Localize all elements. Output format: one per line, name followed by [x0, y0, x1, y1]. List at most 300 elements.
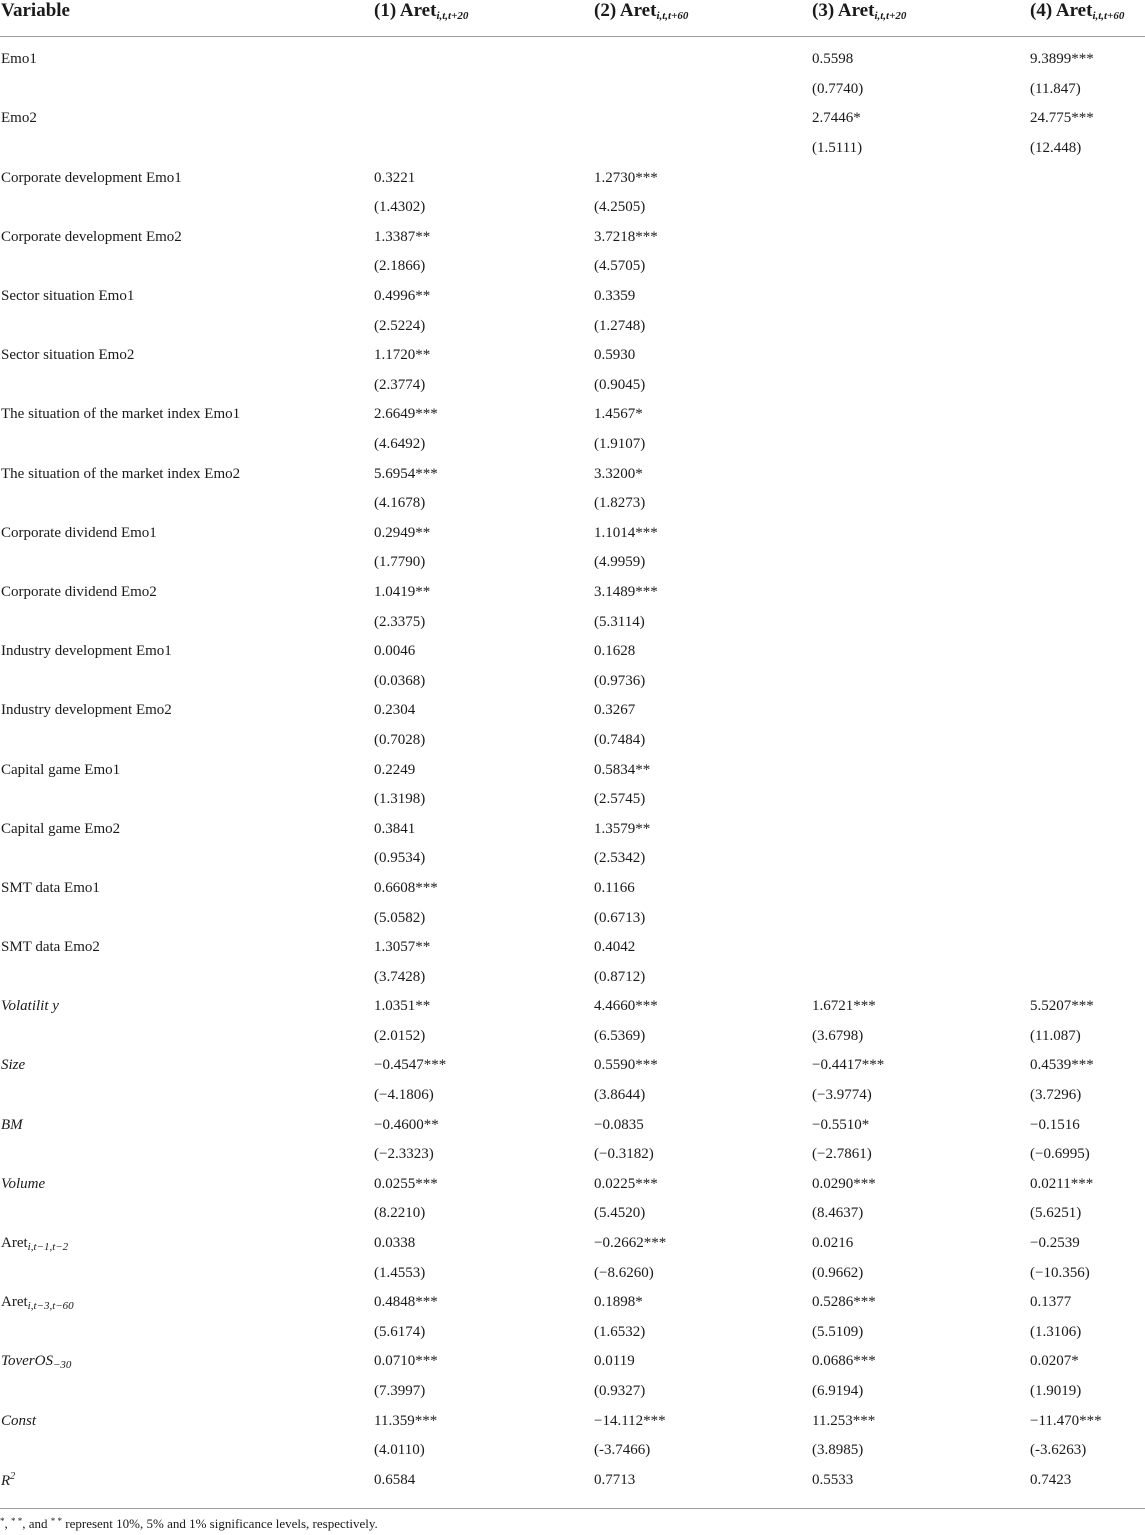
se-value: [1029, 614, 1030, 630]
se-value: (2.5224): [374, 317, 426, 334]
coef-cell: [593, 1347, 811, 1377]
se-value: [373, 140, 374, 156]
se-cell: [373, 1022, 593, 1052]
row-label-text: Corporate development Emo1: [1, 169, 182, 186]
se-cell: [593, 962, 811, 992]
se-value: (−2.7861): [812, 1146, 872, 1163]
row-label-text: SMT data Emo1: [1, 879, 100, 896]
se-cell: [811, 666, 1029, 696]
coef-cell: [811, 874, 1029, 904]
se-value: [1029, 554, 1030, 570]
coef-value: 0.0211***: [1030, 1175, 1094, 1192]
coef-cell: [811, 1170, 1029, 1200]
row-label-text: Volume: [1, 1175, 46, 1192]
se-cell: [373, 75, 593, 105]
coef-cell: [1029, 104, 1145, 134]
table-row-se: [0, 607, 1145, 637]
se-cell: [811, 1258, 1029, 1288]
se-value: [1029, 495, 1030, 511]
table-row: [0, 519, 1145, 549]
table-row-se: [0, 844, 1145, 874]
row-label-text: ToverOS: [1, 1353, 53, 1370]
se-value: (3.8644): [594, 1087, 646, 1104]
coef-cell: [1029, 755, 1145, 785]
se-value: [811, 318, 812, 334]
coef-cell: [373, 1347, 593, 1377]
coef-cell: [593, 696, 811, 726]
coef-cell: [811, 104, 1029, 134]
se-value: [1029, 850, 1030, 866]
coef-cell: [373, 1170, 593, 1200]
coef-cell: [593, 992, 811, 1022]
coef-value: 1.0419**: [374, 583, 431, 600]
se-cell: [1029, 134, 1145, 164]
se-cell: [811, 134, 1029, 164]
coef-value: −0.0835: [594, 1116, 644, 1133]
se-value: (3.8985): [812, 1442, 864, 1459]
coef-cell: [593, 1406, 811, 1436]
se-value: [373, 81, 374, 97]
table-row-se: [0, 1081, 1145, 1111]
se-value: (0.0368): [374, 672, 426, 689]
coef-cell: [593, 637, 811, 667]
se-value: (5.4520): [594, 1205, 646, 1222]
se-cell: [593, 1377, 811, 1407]
se-cell: [593, 1081, 811, 1111]
se-value: [811, 791, 812, 807]
se-value: (5.6174): [374, 1323, 426, 1340]
se-cell: [593, 1022, 811, 1052]
coef-value: [593, 51, 594, 67]
se-value: (0.7740): [812, 80, 864, 97]
se-value: [1029, 436, 1030, 452]
se-cell: [373, 962, 593, 992]
coef-cell: [1029, 874, 1145, 904]
coef-value: 0.4848***: [374, 1294, 438, 1311]
table-row: [0, 282, 1145, 312]
coef-cell: [373, 459, 593, 489]
se-cell: [1029, 785, 1145, 815]
se-cell: [1029, 903, 1145, 933]
se-cell: [1029, 844, 1145, 874]
se-value: [811, 910, 812, 926]
coef-cell: [811, 223, 1029, 253]
coef-value: [811, 939, 812, 955]
coef-value: 0.1628: [594, 643, 636, 660]
coef-value: [811, 584, 812, 600]
coef-value: 9.3899***: [1030, 51, 1094, 68]
se-cell: [811, 1081, 1029, 1111]
table-row: [0, 992, 1145, 1022]
se-cell: [373, 134, 593, 164]
se-cell: [811, 903, 1029, 933]
se-cell: [811, 607, 1029, 637]
coef-value: 0.3221: [374, 169, 416, 186]
coef-value: 24.775***: [1030, 110, 1094, 127]
coef-cell: [373, 223, 593, 253]
coef-cell: [373, 1288, 593, 1318]
coef-cell: [811, 1288, 1029, 1318]
coef-value: [1029, 880, 1030, 896]
coef-cell: [811, 1406, 1029, 1436]
se-value: (3.6798): [812, 1027, 864, 1044]
se-cell: [811, 785, 1029, 815]
row-label-text: Corporate dividend Emo2: [1, 583, 157, 600]
coef-value: 1.2730***: [594, 169, 658, 186]
row-label-text: Industry development Emo1: [1, 643, 172, 660]
se-value: (1.8273): [594, 495, 646, 512]
se-value: (0.6713): [594, 909, 646, 926]
coef-value: [811, 229, 812, 245]
coef-value: 3.1489***: [594, 583, 658, 600]
row-label: [0, 696, 373, 726]
se-cell: [1029, 371, 1145, 401]
se-cell: [373, 548, 593, 578]
coef-cell: [373, 400, 593, 430]
se-cell: [811, 1199, 1029, 1229]
coef-cell: [811, 992, 1029, 1022]
row-label-text: BM: [1, 1116, 23, 1133]
row-label: [0, 134, 373, 164]
se-value: (4.0110): [374, 1442, 425, 1459]
row-label-text: Emo2: [1, 110, 37, 127]
row-label-text: Size: [1, 1057, 26, 1074]
se-cell: [373, 1318, 593, 1348]
coef-cell: [1029, 1288, 1145, 1318]
r-squared-cell: [811, 1466, 1029, 1496]
table-row: [0, 1347, 1145, 1377]
coef-cell: [373, 637, 593, 667]
coef-cell: [1029, 37, 1145, 75]
coef-cell: [373, 163, 593, 193]
row-label: [0, 903, 373, 933]
se-cell: [811, 548, 1029, 578]
table-row: [0, 933, 1145, 963]
coef-value: 0.4042: [594, 939, 636, 956]
row-label-subscript: −30: [52, 1359, 72, 1372]
table-row: [0, 755, 1145, 785]
se-cell: [811, 75, 1029, 105]
row-label-text: Aret: [1, 1235, 28, 1252]
se-cell: [593, 489, 811, 519]
row-label-text: Corporate development Emo2: [1, 228, 182, 245]
se-cell: [1029, 666, 1145, 696]
coef-cell: [373, 814, 593, 844]
coef-cell: [1029, 163, 1145, 193]
se-cell: [1029, 1258, 1145, 1288]
se-value: [1029, 910, 1030, 926]
se-cell: [373, 1140, 593, 1170]
se-cell: [811, 252, 1029, 282]
coef-value: [1029, 288, 1030, 304]
coef-value: [1029, 170, 1030, 186]
se-value: (6.5369): [594, 1027, 646, 1044]
coef-cell: [593, 755, 811, 785]
r-squared-value: 0.5533: [812, 1471, 854, 1488]
se-cell: [811, 1140, 1029, 1170]
coef-cell: [373, 1229, 593, 1259]
se-value: (2.0152): [374, 1027, 426, 1044]
coef-value: 0.1377: [1030, 1294, 1072, 1311]
se-cell: [593, 134, 811, 164]
se-value: [593, 81, 594, 97]
se-cell: [1029, 1377, 1145, 1407]
r-squared-value: 0.7713: [594, 1471, 636, 1488]
row-label: [0, 814, 373, 844]
row-label-text: Const: [1, 1412, 37, 1429]
row-label-text: The situation of the market index Emo1: [1, 406, 241, 423]
table-row: [0, 1406, 1145, 1436]
coef-value: 3.7218***: [594, 228, 658, 245]
row-label: [0, 519, 373, 549]
coef-value: 0.2249: [374, 761, 416, 778]
se-value: (-3.6263): [1030, 1442, 1087, 1459]
header-row: [0, 0, 1145, 37]
se-cell: [811, 1377, 1029, 1407]
se-value: (0.8712): [594, 968, 646, 985]
row-label: [0, 755, 373, 785]
se-cell: [373, 489, 593, 519]
coef-cell: [1029, 696, 1145, 726]
coef-value: [811, 466, 812, 482]
coef-cell: [593, 519, 811, 549]
se-value: (2.5745): [594, 791, 646, 808]
coef-cell: [593, 1051, 811, 1081]
coef-value: 1.4567*: [594, 406, 643, 423]
table-row-se: [0, 430, 1145, 460]
coef-value: [811, 170, 812, 186]
row-label: [0, 785, 373, 815]
se-cell: [373, 311, 593, 341]
row-label: [0, 1140, 373, 1170]
se-cell: [593, 193, 811, 223]
se-cell: [1029, 75, 1145, 105]
row-label: [0, 489, 373, 519]
coef-value: [1029, 406, 1030, 422]
coef-cell: [811, 755, 1029, 785]
se-cell: [811, 1436, 1029, 1466]
coef-cell: [811, 282, 1029, 312]
se-value: [811, 495, 812, 511]
se-value: [1029, 199, 1030, 215]
coef-cell: [373, 755, 593, 785]
header-col-2: (2) Aret$_{i,t,t+60}$: [593, 0, 811, 37]
coef-value: 0.5590***: [594, 1057, 658, 1074]
table-row: [0, 696, 1145, 726]
coef-value: −14.112***: [594, 1412, 666, 1429]
coef-value: 0.0255***: [374, 1175, 438, 1192]
header-col-3: (3) Aret$_{i,t,t+20}$: [811, 0, 1029, 37]
se-value: (−3.9774): [812, 1087, 872, 1104]
table-row: [0, 637, 1145, 667]
coef-value: 2.7446*: [812, 110, 861, 127]
se-cell: [373, 607, 593, 637]
coef-cell: [373, 519, 593, 549]
coef-value: [1029, 643, 1030, 659]
row-label-text: SMT data Emo2: [1, 939, 100, 956]
coef-cell: [1029, 1347, 1145, 1377]
se-value: (1.9107): [594, 436, 646, 453]
se-value: (4.1678): [374, 495, 426, 512]
row-label: [0, 371, 373, 401]
coef-cell: [373, 874, 593, 904]
se-cell: [811, 430, 1029, 460]
coef-cell: [593, 1110, 811, 1140]
coef-cell: [593, 223, 811, 253]
se-cell: [1029, 1022, 1145, 1052]
coef-value: [811, 288, 812, 304]
row-label: [0, 311, 373, 341]
se-cell: [593, 430, 811, 460]
coef-cell: [593, 874, 811, 904]
coef-value: 3.3200*: [594, 465, 643, 482]
coef-cell: [373, 933, 593, 963]
coef-value: 0.4539***: [1030, 1057, 1094, 1074]
se-cell: [1029, 1140, 1145, 1170]
se-value: (1.3106): [1030, 1323, 1082, 1340]
se-value: [811, 673, 812, 689]
coef-value: [1029, 702, 1030, 718]
table-row: [0, 1051, 1145, 1081]
coef-cell: [1029, 223, 1145, 253]
se-value: (5.0582): [374, 909, 426, 926]
table-row-se: [0, 666, 1145, 696]
se-value: (8.2210): [374, 1205, 426, 1222]
r-squared-letter: R: [1, 1472, 11, 1489]
se-cell: [593, 903, 811, 933]
se-value: (11.847): [1030, 80, 1081, 97]
table-row-se: [0, 252, 1145, 282]
coef-value: [811, 406, 812, 422]
coef-cell: [593, 814, 811, 844]
se-value: (1.4302): [374, 199, 426, 216]
se-cell: [811, 962, 1029, 992]
table-row-se: [0, 726, 1145, 756]
se-cell: [1029, 1318, 1145, 1348]
row-label-text: Industry development Emo2: [1, 702, 172, 719]
coef-cell: [373, 992, 593, 1022]
row-label-subscript: i,t−1,t−2: [27, 1241, 69, 1254]
table-row: [0, 1110, 1145, 1140]
coef-cell: [811, 933, 1029, 963]
se-value: (0.9045): [594, 376, 646, 393]
row-label: [0, 163, 373, 193]
se-value: (-3.7466): [594, 1442, 651, 1459]
se-cell: [1029, 311, 1145, 341]
se-value: (2.5342): [594, 850, 646, 867]
table-row-se: [0, 903, 1145, 933]
se-value: (3.7296): [1030, 1087, 1082, 1104]
r-squared-cell: [593, 1466, 811, 1496]
se-cell: [811, 844, 1029, 874]
coef-cell: [811, 637, 1029, 667]
se-value: (0.9327): [594, 1383, 646, 1400]
se-value: [1029, 791, 1030, 807]
row-label: [0, 992, 373, 1022]
se-value: (4.5705): [594, 258, 646, 275]
coef-cell: [811, 578, 1029, 608]
coef-value: 0.5286***: [812, 1294, 876, 1311]
se-cell: [811, 489, 1029, 519]
table-row: [0, 874, 1145, 904]
row-label: [0, 104, 373, 134]
se-value: [593, 140, 594, 156]
coef-value: 11.359***: [374, 1412, 438, 1429]
se-cell: [593, 1258, 811, 1288]
coef-cell: [593, 37, 811, 75]
coef-cell: [1029, 992, 1145, 1022]
coef-cell: [373, 104, 593, 134]
se-value: [1029, 318, 1030, 334]
row-label: [0, 193, 373, 223]
se-value: (0.9534): [374, 850, 426, 867]
se-value: (−8.6260): [594, 1264, 654, 1281]
se-cell: [811, 311, 1029, 341]
se-cell: [1029, 1436, 1145, 1466]
coef-value: 5.6954***: [374, 465, 438, 482]
table-row: [0, 163, 1145, 193]
row-label: [0, 637, 373, 667]
coef-value: −0.2662***: [594, 1235, 667, 1252]
se-cell: [373, 785, 593, 815]
se-value: (2.1866): [374, 258, 426, 275]
coef-value: −0.4417***: [812, 1057, 885, 1074]
coef-value: 0.3841: [374, 820, 416, 837]
r-squared-cell: [373, 1466, 593, 1496]
row-label: [0, 282, 373, 312]
se-cell: [1029, 430, 1145, 460]
se-value: (1.6532): [594, 1323, 646, 1340]
coef-cell: [1029, 1406, 1145, 1436]
coef-cell: [373, 1406, 593, 1436]
se-cell: [811, 1022, 1029, 1052]
coef-value: 0.5834**: [594, 761, 651, 778]
se-cell: [593, 1318, 811, 1348]
se-cell: [373, 371, 593, 401]
se-cell: [811, 371, 1029, 401]
se-cell: [1029, 962, 1145, 992]
coef-cell: [593, 1170, 811, 1200]
se-value: [1029, 969, 1030, 985]
coef-value: [1029, 821, 1030, 837]
coef-value: [1029, 525, 1030, 541]
se-value: (2.3375): [374, 613, 426, 630]
se-value: (0.7028): [374, 731, 426, 748]
se-cell: [593, 1436, 811, 1466]
se-cell: [593, 548, 811, 578]
table-row-se: [0, 311, 1145, 341]
table-row-se: [0, 371, 1145, 401]
table-row-se: [0, 962, 1145, 992]
coef-cell: [1029, 341, 1145, 371]
table-row-se: [0, 1436, 1145, 1466]
coef-value: [811, 347, 812, 363]
se-value: (1.2748): [594, 317, 646, 334]
se-value: [811, 436, 812, 452]
coef-cell: [1029, 1170, 1145, 1200]
se-value: (7.3997): [374, 1383, 426, 1400]
r-squared-value: 0.6584: [374, 1471, 416, 1488]
coef-value: 0.0710***: [374, 1353, 438, 1370]
se-value: (1.4553): [374, 1264, 426, 1281]
coef-cell: [593, 341, 811, 371]
coef-cell: [811, 341, 1029, 371]
row-label: [0, 578, 373, 608]
coef-cell: [811, 163, 1029, 193]
se-value: (4.2505): [594, 199, 646, 216]
coef-cell: [593, 1288, 811, 1318]
coef-value: 0.3359: [594, 288, 636, 305]
